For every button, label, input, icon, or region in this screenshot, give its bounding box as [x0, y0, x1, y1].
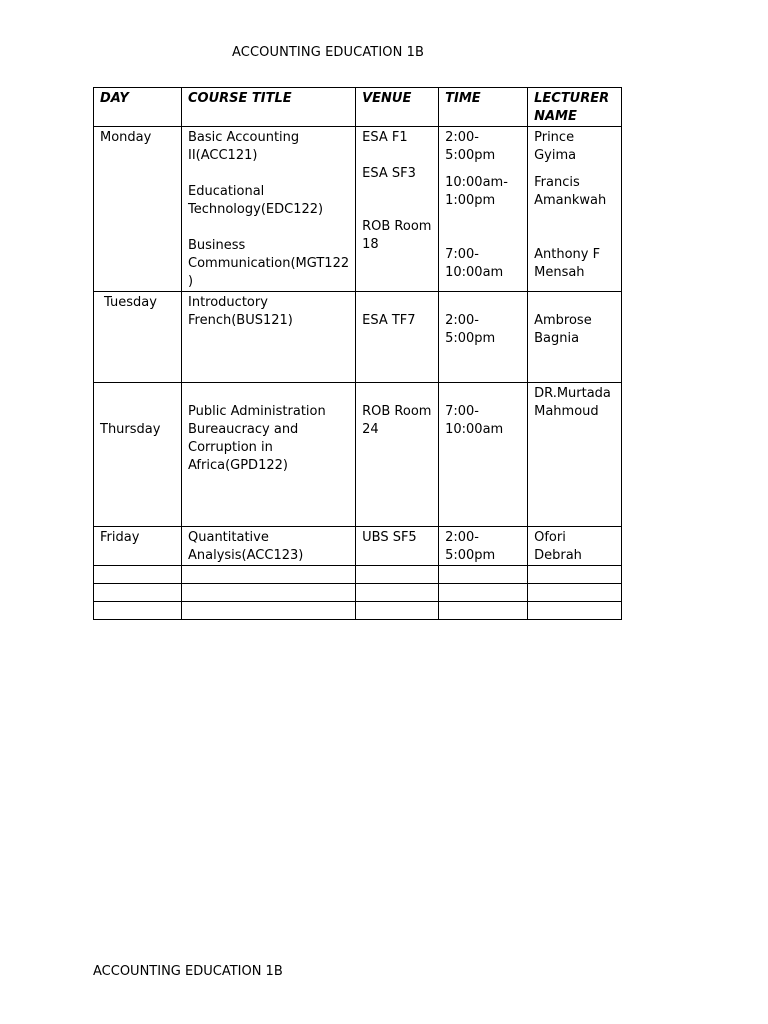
table-row-friday: [94, 527, 622, 566]
course-mgt122: Business Communication(MGT122 ): [188, 238, 350, 289]
empty-cell: [356, 602, 439, 620]
header-time: TIME: [439, 88, 528, 127]
venue-2: ESA SF3: [362, 166, 416, 181]
empty-cell: [439, 566, 528, 584]
cell-course: Introductory French(BUS121): [182, 292, 356, 383]
table-row-empty: [94, 566, 622, 584]
cell-lecturer: Ambrose Bagnia: [528, 292, 622, 383]
header-lecturer-name: LECTURER NAME: [528, 88, 622, 127]
table-row-empty: [94, 584, 622, 602]
header-course-title: COURSE TITLE: [182, 88, 356, 127]
course-acc121: Basic Accounting II(ACC121): [188, 130, 300, 163]
cell-day: Monday: [94, 127, 182, 292]
timetable: [93, 87, 622, 620]
empty-cell: [94, 584, 182, 602]
cell-time: 2:00-5:00pm: [439, 527, 528, 566]
header-day: DAY: [94, 88, 182, 127]
empty-cell: [182, 602, 356, 620]
table-row-thursday: [94, 383, 622, 527]
empty-cell: [528, 566, 622, 584]
empty-cell: [94, 566, 182, 584]
cell-day: Friday: [94, 527, 182, 566]
cell-time: 7:00-10:00am: [439, 383, 528, 527]
footer-text: ACCOUNTING EDUCATION 1B: [93, 964, 283, 979]
time-1: 2:00-5:00pm: [445, 130, 496, 163]
cell-time: 2:00-5:00pm: [439, 292, 528, 383]
cell-time: [439, 127, 528, 292]
header-venue: VENUE: [356, 88, 439, 127]
empty-cell: [439, 602, 528, 620]
cell-venue: ROB Room 24: [356, 383, 439, 527]
cell-venue: ESA TF7: [356, 292, 439, 383]
cell-venue: [356, 127, 439, 292]
empty-cell: [182, 584, 356, 602]
lecturer-3: Anthony F Mensah: [534, 247, 601, 280]
table-row-empty: [94, 602, 622, 620]
cell-venue: UBS SF5: [356, 527, 439, 566]
empty-cell: [528, 602, 622, 620]
lecturer-1: Prince Gyima: [534, 130, 577, 163]
cell-day: Thursday: [94, 383, 182, 527]
venue-1: ESA F1: [362, 130, 408, 145]
empty-cell: [356, 566, 439, 584]
cell-lecturer: DR.Murtada Mahmoud: [528, 383, 622, 527]
lecturer-2: Francis Amankwah: [534, 175, 607, 208]
cell-lecturer: [528, 127, 622, 292]
time-2: 10:00am-1:00pm: [445, 175, 508, 208]
cell-lecturer: Ofori Debrah: [528, 527, 622, 566]
empty-cell: [182, 566, 356, 584]
cell-course: Quantitative Analysis(ACC123): [182, 527, 356, 566]
table-row-tuesday: [94, 292, 622, 383]
cell-course: [182, 127, 356, 292]
venue-3: ROB Room 18: [362, 219, 432, 252]
table-header-row: [94, 88, 622, 127]
table-row-monday: [94, 127, 622, 292]
empty-cell: [94, 602, 182, 620]
cell-course: Public Administration Bureaucracy and Corruption in Africa(GPD122): [182, 383, 356, 527]
page-title: ACCOUNTING EDUCATION 1B: [232, 45, 425, 60]
cell-day: Tuesday: [94, 292, 182, 383]
empty-cell: [439, 584, 528, 602]
time-3: 7:00-10:00am: [445, 247, 504, 280]
empty-cell: [528, 584, 622, 602]
course-edc122: Educational Technology(EDC122): [188, 184, 324, 217]
empty-cell: [356, 584, 439, 602]
